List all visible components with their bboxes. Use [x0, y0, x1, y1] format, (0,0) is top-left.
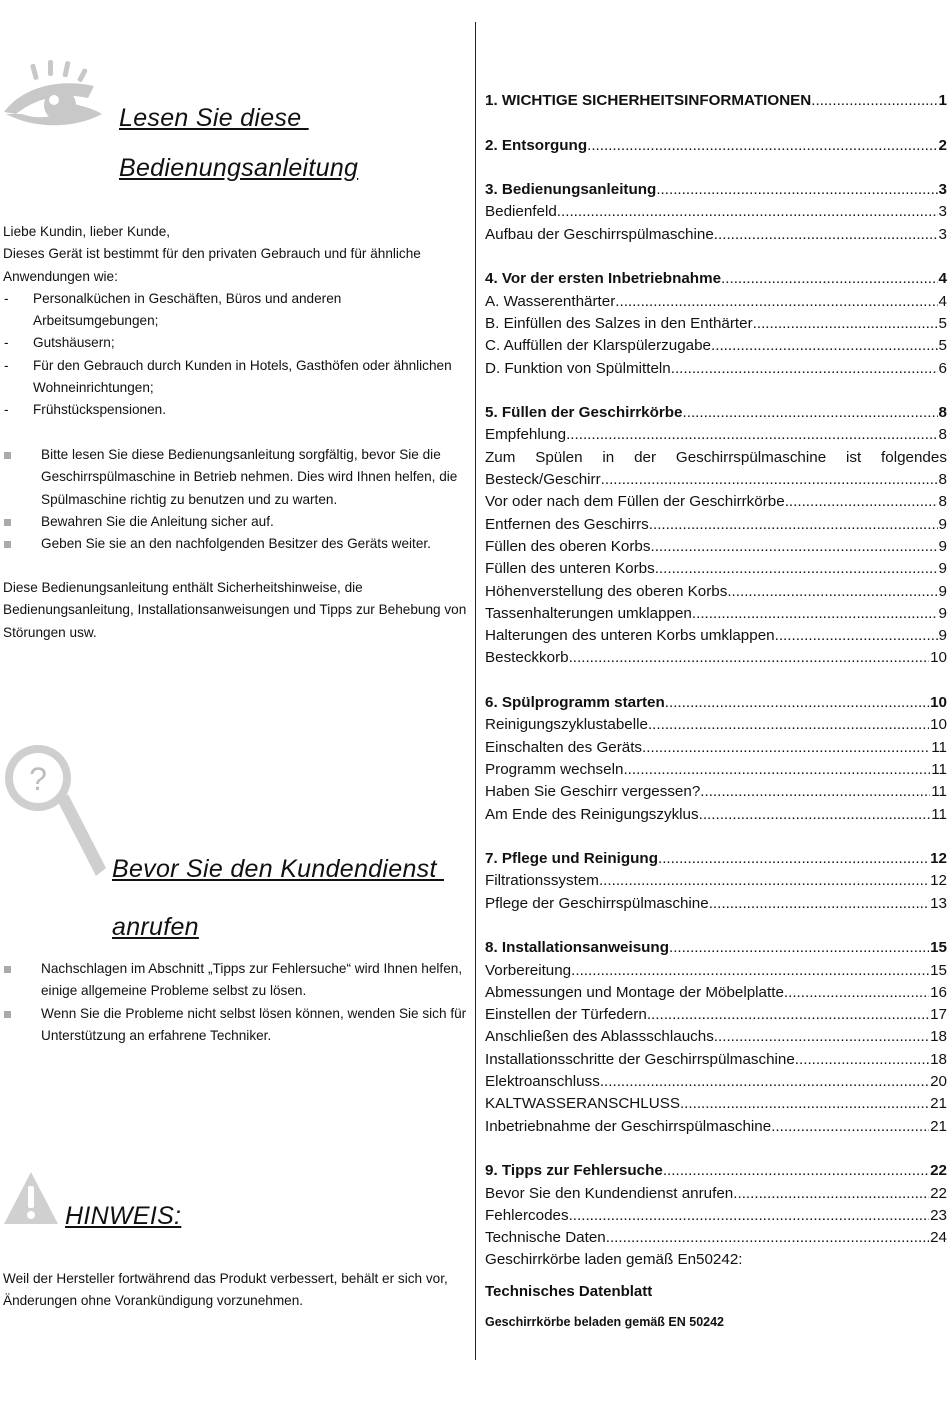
toc-leader-dots [569, 1205, 930, 1227]
toc-entry [485, 804, 947, 826]
toc-entry-title: Einschalten des Geräts [485, 738, 643, 756]
toc-word: ist [846, 448, 862, 466]
toc-entry [485, 982, 947, 1004]
toc-spacer [485, 380, 947, 402]
read-heading-line1: Lesen Sie diese [119, 104, 309, 132]
summary-text: Diese Bedienungsanleitung enthält Sicherheitshinweise, die Bedienungsanleitung, Installationsanweisungen und Tipps zur Behebung von Störungen usw. [3, 580, 467, 640]
use-item: - Frühstückspensionen. [3, 399, 468, 421]
toc-entry-title: Installationsschritte der Geschirrspülmaschine [485, 1050, 795, 1068]
toc-spacer [485, 112, 947, 134]
toc-leader-dots [647, 1004, 929, 1026]
toc-section-heading [485, 692, 947, 714]
toc-page-number: 9 [938, 582, 947, 600]
toc-leader-dots [658, 848, 929, 870]
toc-spacer [485, 915, 947, 937]
toc-entry [485, 558, 947, 580]
toc-section-heading [485, 848, 947, 870]
toc-entry-title: Fehlercodes [485, 1206, 569, 1224]
toc-entry-title: Aufbau der Geschirrspülmaschine [485, 225, 714, 243]
toc-entry-title: D. Funktion von Spülmitteln [485, 359, 671, 377]
toc-entry [485, 625, 947, 647]
toc-leader-dots [711, 335, 938, 357]
toc-entry [485, 1049, 947, 1071]
toc-word: Geschirrspülmaschine [675, 448, 827, 466]
toc-entry [485, 960, 947, 982]
toc-entry-title: Bevor Sie den Kundendienst anrufen [485, 1184, 734, 1202]
toc-leader-dots [733, 1183, 929, 1205]
eye-icon [2, 58, 120, 132]
toc-entry-title: Entfernen des Geschirrs [485, 515, 649, 533]
toc-leader-dots [811, 90, 937, 112]
toc-page-number: 12 [930, 872, 947, 890]
toc-entry [485, 224, 947, 246]
toc-entry [485, 870, 947, 892]
tech-sheet-title: Technisches Datenblatt [485, 1282, 653, 1300]
toc-leader-dots [601, 469, 938, 491]
table-of-contents [485, 90, 947, 1332]
toc-leader-dots [557, 201, 938, 223]
toc-page-number: 2 [938, 136, 947, 154]
toc-page-number: 11 [931, 760, 947, 778]
toc-page-number: 3 [938, 203, 947, 221]
toc-entry-title: Am Ende des Reinigungszyklus [485, 805, 699, 823]
toc-leader-dots [571, 960, 929, 982]
toc-page-number: 21 [930, 1117, 947, 1135]
toc-entry [485, 469, 947, 491]
read-heading-line2: Bedienungsanleitung [119, 154, 359, 182]
toc-page-number: 9 [938, 604, 947, 622]
column-divider [475, 22, 476, 1360]
toc-page-number: 13 [930, 894, 947, 912]
toc-page-number: 18 [930, 1028, 947, 1046]
toc-entry-title: Technische Daten [485, 1229, 606, 1247]
toc-page-number: 20 [930, 1073, 947, 1091]
toc-entry-title: A. Wasserenthärter [485, 292, 616, 310]
toc-page-number: 8 [938, 404, 947, 422]
bullet-item: Bitte lesen Sie diese Bedienungsanleitung sorgfältig, bevor Sie die Geschirrspülmaschine in Betrieb nehmen. Dies wird Ihnen helfen, die Spülmaschine richtig zu benutzen und zu warten. [3, 444, 468, 511]
toc-entry-title: Elektroanschluss [485, 1073, 600, 1091]
toc-entry-title: Abmessungen und Montage der Möbelplatte [485, 983, 784, 1001]
toc-entry [485, 1026, 947, 1048]
toc-entry [485, 536, 947, 558]
toc-leader-dots [727, 581, 937, 603]
toc-page-number: 11 [931, 805, 947, 823]
service-bullets [3, 958, 468, 1047]
toc-page-number: 3 [938, 181, 947, 199]
toc-entry-title: 3. Bedienungsanleitung [485, 181, 657, 199]
toc-leader-dots [650, 536, 937, 558]
toc-entry-title: Empfehlung [485, 426, 567, 444]
read-bullets [3, 444, 468, 555]
toc-page-number: 4 [938, 292, 947, 310]
toc-leader-dots [700, 781, 930, 803]
toc-word: der [634, 448, 657, 466]
toc-entry [485, 737, 947, 759]
toc-leader-dots [587, 135, 937, 157]
toc-leader-dots [714, 224, 938, 246]
toc-entry-title: 8. Installationsanweisung [485, 939, 669, 957]
toc-section-heading [485, 90, 947, 112]
toc-section-heading [485, 268, 947, 290]
tech-loading-title: Geschirrkörbe beladen gemäß EN 50242 [485, 1314, 724, 1329]
toc-entry-title: Reinigungszyklustabelle [485, 716, 648, 734]
bullet-item: Wenn Sie die Probleme nicht selbst lösen können, wenden Sie sich für Unterstützung an erfahrene Techniker. [3, 1003, 468, 1048]
toc-word: Spülen [535, 448, 583, 466]
toc-entry [485, 491, 947, 513]
bullet-item: Geben Sie sie an den nachfolgenden Besitzer des Geräts weiter. [3, 533, 468, 555]
toc-entry [485, 424, 947, 446]
toc-page-number: 17 [930, 1006, 947, 1024]
toc-leader-dots [721, 268, 938, 290]
toc-spacer [485, 246, 947, 268]
toc-leader-dots [566, 424, 937, 446]
toc-entry-title: 7. Pflege und Reinigung [485, 850, 658, 868]
toc-spacer [485, 826, 947, 848]
toc-entry [485, 358, 947, 380]
toc-page-number: 10 [930, 694, 947, 712]
toc-leader-dots [771, 1116, 929, 1138]
toc-leader-dots [600, 1071, 929, 1093]
toc-page-number: 22 [930, 1184, 947, 1202]
toc-leader-dots [714, 1026, 929, 1048]
toc-leader-dots [623, 759, 930, 781]
toc-entry [485, 1116, 947, 1138]
toc-leader-dots [680, 1093, 929, 1115]
toc-entry [485, 291, 947, 313]
toc-entry [485, 313, 947, 335]
toc-page-number: 11 [931, 738, 947, 756]
toc-spacer [485, 157, 947, 179]
toc-entry-title: Vorbereitung [485, 961, 572, 979]
toc-entry-title: C. Auffüllen der Klarspülerzugabe [485, 337, 711, 355]
toc-entry-title: Vor oder nach dem Füllen der Geschirrkörbe [485, 493, 785, 511]
toc-leader-dots [784, 982, 929, 1004]
warning-icon [3, 1170, 59, 1226]
toc-page-number: 12 [930, 850, 947, 868]
toc-entry [485, 335, 947, 357]
toc-word: Zum [485, 448, 516, 466]
toc-leader-dots [709, 893, 929, 915]
intro-block [3, 221, 468, 422]
toc-page-number: 22 [930, 1162, 947, 1180]
toc-leader-dots [648, 714, 929, 736]
toc-entry [485, 447, 947, 469]
toc-entry-title: KALTWASSERANSCHLUSS [485, 1095, 680, 1113]
toc-leader-dots [665, 692, 929, 714]
toc-entry-title: Füllen des unteren Korbs [485, 560, 655, 578]
toc-entry-title: Pflege der Geschirrspülmaschine [485, 894, 709, 912]
toc-leader-dots [785, 491, 938, 513]
toc-spacer [485, 670, 947, 692]
toc-entry [485, 581, 947, 603]
toc-leader-dots [569, 647, 930, 669]
toc-entry-title: Höhenverstellung des oberen Korbs [485, 582, 728, 600]
toc-page-number: 9 [938, 537, 947, 555]
intro-text: Dieses Gerät ist bestimmt für den privaten Gebrauch und für ähnliche Anwendungen wie: [3, 246, 421, 284]
toc-leader-dots [656, 179, 937, 201]
toc-entry-title: B. Einfüllen des Salzes in den Enthärter [485, 314, 753, 332]
toc-entry-title: Programm wechseln [485, 760, 624, 778]
toc-section-heading [485, 402, 947, 424]
toc-page-number: 24 [930, 1229, 947, 1247]
use-item: - Personalküchen in Geschäften, Büros und anderen Arbeitsumgebungen; [3, 288, 468, 333]
toc-entry-title: 4. Vor der ersten Inbetriebnahme [485, 270, 722, 288]
toc-entry-title: Besteck/Geschirr [485, 471, 601, 489]
toc-spacer [485, 1138, 947, 1160]
toc-leader-dots [775, 625, 938, 647]
toc-entry-title: Anschließen des Ablassschlauchs [485, 1028, 714, 1046]
toc-entry [485, 1205, 947, 1227]
toc-entry [485, 1004, 947, 1026]
use-item: - Gutshäusern; [3, 332, 468, 354]
svg-text:?: ? [29, 761, 47, 797]
toc-page-number: 10 [930, 716, 947, 734]
toc-entry-title: Halterungen des unteren Korbs umklappen [485, 627, 775, 645]
toc-page-number: 5 [938, 337, 947, 355]
toc-leader-dots [753, 313, 938, 335]
toc-section-heading [485, 937, 947, 959]
toc-word: folgendes [881, 448, 947, 466]
toc-leader-dots [692, 603, 938, 625]
toc-page-number: 8 [938, 426, 947, 444]
bullet-item: Nachschlagen im Abschnitt „Tipps zur Fehlersuche“ wird Ihnen helfen, einige allgemeine Probleme selbst zu lösen. [3, 958, 468, 1003]
toc-entry-title: 9. Tipps zur Fehlersuche [485, 1162, 663, 1180]
toc-entry-title: 5. Füllen der Geschirrkörbe [485, 404, 683, 422]
toc-leader-dots [642, 737, 930, 759]
service-heading-line1: Bevor Sie den Kundendienst [112, 855, 444, 883]
toc-page-number: 16 [930, 983, 947, 1001]
greeting: Liebe Kundin, lieber Kunde, [3, 224, 171, 239]
toc-page-number: 9 [938, 515, 947, 533]
toc-entry [485, 514, 947, 536]
toc-leader-dots [683, 402, 938, 424]
toc-leader-dots [655, 558, 938, 580]
toc-entry-title: Bedienfeld [485, 203, 557, 221]
toc-entry [485, 714, 947, 736]
toc-page-number: 6 [938, 359, 947, 377]
bullet-item: Bewahren Sie die Anleitung sicher auf. [3, 511, 468, 533]
note-heading: HINWEIS: [65, 1202, 182, 1230]
toc-page-number: 4 [938, 270, 947, 288]
toc-entry-title: Filtrationssystem [485, 872, 599, 890]
toc-leader-dots [663, 1160, 929, 1182]
toc-page-number: 9 [938, 560, 947, 578]
service-heading-line2: anrufen [112, 913, 199, 941]
toc-page-number: 15 [930, 939, 947, 957]
toc-leader-dots [606, 1227, 929, 1249]
toc-page-number: 3 [938, 225, 947, 243]
toc-page-number: 8 [938, 493, 947, 511]
toc-leader-dots [615, 291, 937, 313]
toc-leader-dots [599, 870, 929, 892]
toc-entry [485, 647, 947, 669]
toc-leader-dots [795, 1049, 929, 1071]
toc-page-number: 5 [938, 314, 947, 332]
toc-entry [485, 893, 947, 915]
toc-entry [485, 201, 947, 223]
toc-section-heading [485, 1160, 947, 1182]
toc-entry [485, 1093, 947, 1115]
toc-section-heading [485, 179, 947, 201]
toc-entry-title: 6. Spülprogramm starten [485, 694, 665, 712]
toc-section-heading [485, 135, 947, 157]
toc-leader-dots [671, 358, 938, 380]
toc-page-number: 11 [931, 783, 947, 801]
toc-page-number: 21 [930, 1095, 947, 1113]
toc-entry [485, 1227, 947, 1249]
toc-page-number: 15 [930, 961, 947, 979]
toc-leader-dots [649, 514, 938, 536]
toc-entry-title: Inbetriebnahme der Geschirrspülmaschine [485, 1117, 772, 1135]
toc-page-number: 18 [930, 1050, 947, 1068]
toc-page-number: 10 [930, 649, 947, 667]
toc-entry [485, 759, 947, 781]
note-text: Weil der Hersteller fortwährend das Produkt verbessert, behält er sich vor, Änderungen ohne Vorankündigung vorzunehmen. [3, 1271, 448, 1309]
toc-page-number: 23 [930, 1206, 947, 1224]
toc-entry-title: Tassenhalterungen umklappen [485, 604, 692, 622]
toc-entry [485, 1071, 947, 1093]
toc-entry-title: Besteckkorb [485, 649, 569, 667]
toc-entry-title: 2. Entsorgung [485, 136, 588, 154]
toc-entry-title: Haben Sie Geschirr vergessen? [485, 783, 701, 801]
toc-entry [485, 781, 947, 803]
toc-entry [485, 603, 947, 625]
toc-entry-title: 1. WICHTIGE SICHERHEITSINFORMATIONEN [485, 92, 812, 109]
toc-page-number: 8 [938, 471, 947, 489]
toc-entry: Geschirrkörbe laden gemäß En50242: [485, 1251, 743, 1269]
toc-entry [485, 1183, 947, 1205]
use-item: - Für den Gebrauch durch Kunden in Hotels, Gasthöfen oder ähnlichen Wohneinrichtungen; [3, 355, 468, 400]
toc-entry-title: Einstellen der Türfedern [485, 1006, 647, 1024]
toc-entry-title: Füllen des oberen Korbs [485, 537, 651, 555]
toc-leader-dots [699, 804, 931, 826]
magnifier-question-icon [2, 740, 110, 880]
toc-word: in [602, 448, 615, 466]
toc-leader-dots [669, 937, 929, 959]
toc-page-number: 1 [938, 92, 947, 109]
toc-page-number: 9 [938, 627, 947, 645]
